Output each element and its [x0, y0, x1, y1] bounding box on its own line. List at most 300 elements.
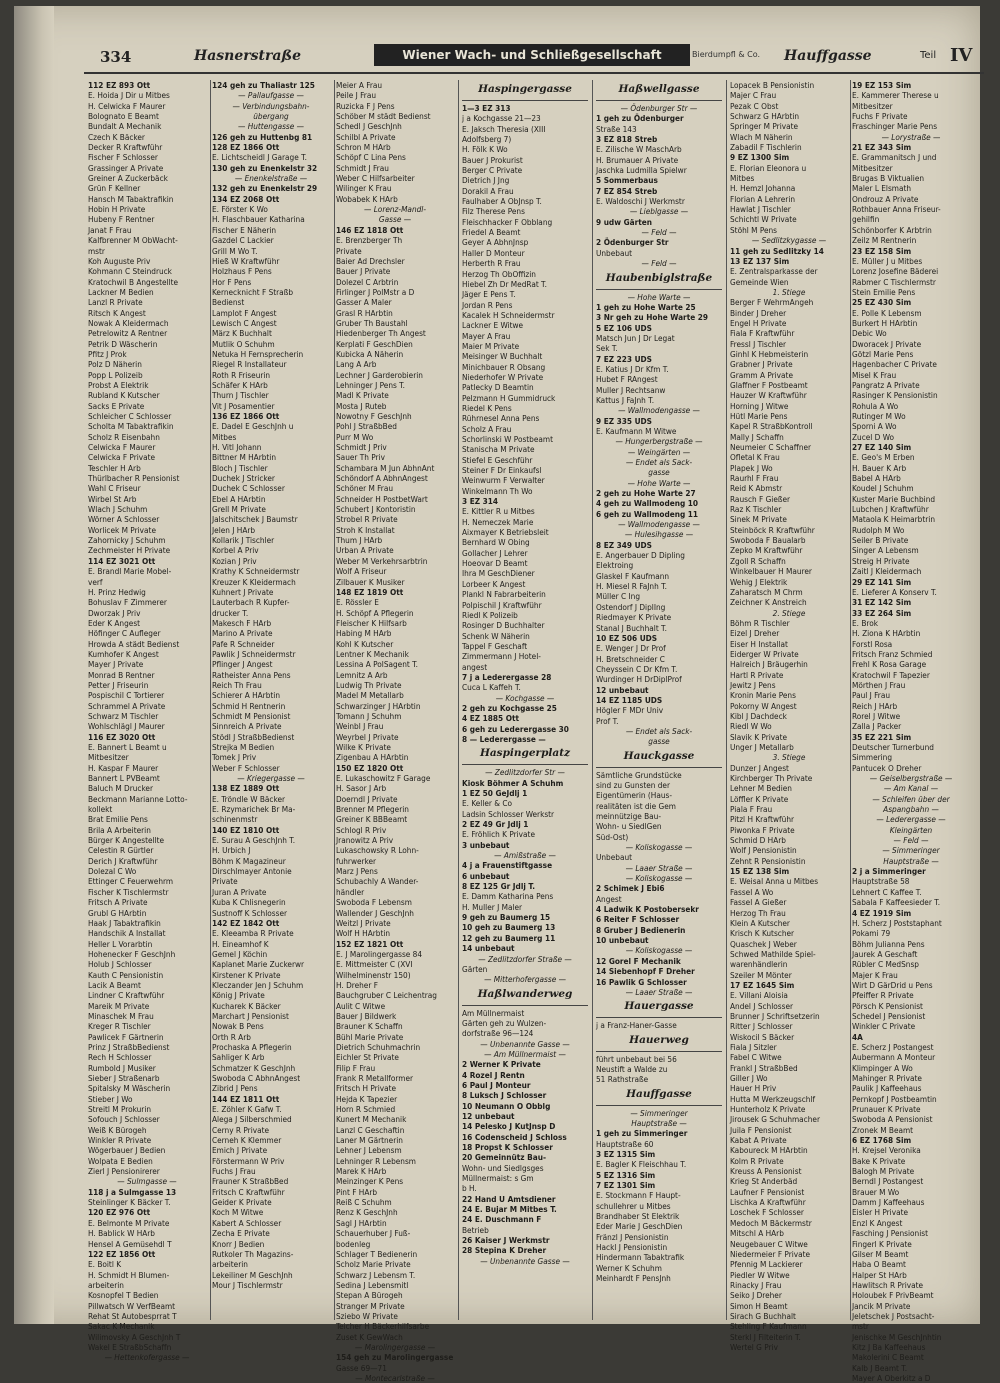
- resident-entry: Reiß C Schuhm: [336, 1197, 392, 1208]
- resident-entry: Elektroing: [596, 560, 634, 571]
- cross-street: Gasse —: [378, 214, 412, 225]
- resident-entry: Zecha E Private: [212, 1228, 270, 1239]
- resident-entry: dorfstraße 96—124: [462, 1028, 534, 1039]
- resident-entry: Weber M Verkehrsarbtrin: [336, 555, 428, 566]
- cross-street: — Hettenkofergasse —: [104, 1352, 190, 1363]
- cross-street: gasse: [648, 736, 670, 747]
- resident-entry: Ihra M GeschDiener: [462, 568, 535, 579]
- resident-entry: Zigenbau A HArbtin: [336, 752, 409, 763]
- resident-entry: Schöber M städt Bedienst: [336, 111, 431, 122]
- resident-entry: Mitbesitzer: [88, 752, 129, 763]
- resident-entry: schullehrer u Mitbes: [596, 1200, 671, 1211]
- cross-street: — Lederergasse —: [876, 814, 946, 825]
- resident-entry: Grün F Kellner: [88, 183, 141, 194]
- resident-entry: E. Keller & Co: [462, 798, 513, 809]
- directory-page: [14, 6, 980, 1383]
- resident-entry: Rutkoler Th Magazins-: [212, 1248, 294, 1259]
- resident-entry: Böhm K Magazineur: [212, 855, 286, 866]
- cross-street: — Endet als Sack-: [625, 457, 693, 467]
- resident-entry: Stroh K Installat: [336, 524, 395, 535]
- resident-entry: Bohuslav F Zimmerer: [88, 597, 167, 608]
- resident-entry: Horn R Schmied: [336, 1104, 396, 1115]
- resident-entry: Mosta J Ruteb: [336, 400, 387, 411]
- resident-entry: Renz K GeschJnh: [336, 1207, 398, 1218]
- house-number-entry: 14 Siebenhopf F Dreher: [596, 966, 695, 977]
- resident-entry: H. Krejsel Veronika: [852, 1145, 921, 1156]
- advertisement-sub: Bierdumpfl & Co.: [692, 50, 761, 59]
- resident-entry: Weyrbel J Private: [336, 731, 399, 742]
- resident-entry: Dolezel C Arbtrin: [336, 276, 399, 287]
- resident-entry: Brauer M Wo: [852, 1186, 900, 1197]
- part-number: IV: [950, 45, 973, 66]
- resident-entry: Kunert M Mechanik: [336, 1114, 407, 1125]
- house-number-entry: 10 Neumann O Obblg: [462, 1100, 551, 1111]
- cross-street: Hauptstraße —: [631, 1117, 687, 1128]
- resident-entry: E. Surau A GeschJnh T.: [212, 835, 296, 846]
- resident-entry: kollekt: [88, 804, 113, 815]
- resident-entry: E. Kittler R u Mitbes: [462, 506, 535, 517]
- resident-entry: Sämtliche Grundstücke: [596, 769, 682, 780]
- resident-entry: Weinwurm F Verwalter: [462, 475, 545, 486]
- house-number-entry: 14 EZ 1185 UDS: [596, 694, 663, 705]
- house-number-entry: 122 EZ 1856 Ott: [88, 1248, 156, 1259]
- resident-entry: Lischka A Kraftwführ: [730, 1197, 806, 1208]
- resident-entry: Pawlicek F Gärtnerin: [88, 1031, 164, 1042]
- resident-entry: Alega J Silberschmied: [212, 1114, 292, 1125]
- resident-entry: Jeletschek J Postsacht-: [852, 1310, 935, 1321]
- resident-entry: Frankl J StraßbBed: [730, 1062, 798, 1073]
- resident-entry: Lechner J Garderobierin: [336, 369, 423, 380]
- resident-entry: Hawlat J Tischler: [730, 204, 791, 215]
- resident-entry: Schubert J Kontoristin: [336, 504, 416, 515]
- resident-entry: Cerny R Private: [212, 1124, 270, 1135]
- resident-entry: Hieß W Kraftwführ: [212, 255, 280, 266]
- cross-street: — Lorystraße —: [881, 131, 941, 142]
- house-number-entry: 25 EZ 430 Sim: [852, 297, 912, 308]
- resident-entry: Müller C Ing: [596, 591, 641, 602]
- resident-entry: Bloch J Tischler: [212, 462, 268, 473]
- cross-street: 3. Stiege: [772, 752, 806, 763]
- resident-entry: Greiner K BBBeamt: [336, 814, 408, 825]
- resident-entry: Gemel J Köchin: [212, 948, 268, 959]
- house-number-entry: 2 Ödenburger Str: [596, 237, 669, 248]
- resident-entry: Straße 143: [596, 123, 637, 134]
- resident-entry: Kratochwil B Angestellte: [88, 276, 179, 287]
- resident-entry: Neugebauer C Witwe: [730, 1238, 808, 1249]
- resident-entry: Balogh M Private: [852, 1166, 915, 1177]
- resident-entry: Glaffner F Postbeamt: [730, 379, 808, 390]
- resident-entry: Kibl J Dachdeck: [730, 710, 787, 721]
- resident-entry: Janat F Frau: [88, 224, 132, 235]
- cross-street: — Sedlitzkygasse —: [751, 235, 827, 246]
- resident-entry: Sinek M Private: [730, 514, 787, 525]
- resident-entry: Ritsch K Angest: [88, 307, 146, 318]
- resident-entry: Fritsch A Private: [88, 897, 148, 908]
- resident-entry: Wolf H HArbtin: [336, 928, 391, 939]
- resident-entry: Mörthen J Frau: [852, 679, 906, 690]
- resident-entry: Berger F WehrmAngeh: [730, 297, 814, 308]
- resident-entry: Bauer J Prokurist: [462, 154, 523, 165]
- resident-entry: Swoboda F Baualarb: [730, 535, 806, 546]
- resident-entry: Private: [212, 876, 238, 887]
- directory-column-5: [596, 80, 722, 1283]
- resident-entry: E. Kaufmann M Witwe: [596, 425, 677, 436]
- cross-street: übergang: [253, 111, 289, 122]
- resident-entry: Wilimovsky A GeschJnh T: [88, 1331, 181, 1342]
- resident-entry: Stanal J Buchhalt T.: [596, 622, 667, 633]
- house-number-entry: 2 Werner K Private: [462, 1059, 541, 1070]
- resident-entry: Kohmann C Steindruck: [88, 266, 172, 277]
- resident-entry: warenhändlerin: [730, 959, 788, 970]
- resident-entry: Sagl J HArbtin: [336, 1217, 387, 1228]
- house-number-entry: 3 EZ 818 Streb: [596, 134, 658, 145]
- house-number-entry: 3 Nr geh zu Hohe Warte 29: [596, 312, 709, 323]
- resident-entry: Mour J Tischlermstr: [212, 1279, 283, 1290]
- resident-entry: Kaplanet Marie Zuckerwr: [212, 959, 305, 970]
- resident-entry: H. Schöpf A Pflegerin: [336, 607, 414, 618]
- resident-entry: Kratochwil F Tapezier: [852, 669, 930, 680]
- resident-entry: Fraschinger Marie Pens: [852, 121, 938, 132]
- resident-entry: Szeiler M Mönter: [730, 969, 792, 980]
- resident-entry: j a Kochgasse 21—23: [462, 113, 541, 124]
- resident-entry: Holub J Schlosser: [88, 959, 152, 970]
- resident-entry: Weinbl J Frau: [336, 721, 384, 732]
- resident-entry: Hansch M Tabaktrafikin: [88, 193, 174, 204]
- resident-entry: Meier A Frau: [336, 80, 383, 90]
- resident-entry: Zierl J Pensionirerer: [88, 1166, 160, 1177]
- resident-entry: E. Kammerer Therese u: [852, 90, 939, 101]
- resident-entry: Stieber J Wo: [88, 1093, 133, 1104]
- resident-entry: Strejka M Bedien: [212, 742, 275, 752]
- resident-entry: Loschek F Schlosser: [730, 1207, 804, 1218]
- resident-entry: Haller D Monteur: [462, 247, 525, 258]
- resident-entry: Cheyssein C Dr Kfm T.: [596, 663, 678, 674]
- house-number-entry: 8 Gruber J Bedienerin: [596, 924, 686, 935]
- resident-entry: Bolognato E Beamt: [88, 111, 159, 122]
- resident-entry: Juran A Private: [212, 886, 267, 897]
- resident-entry: Stein Emilie Pens: [852, 286, 916, 297]
- cross-street: — Feld —: [893, 835, 929, 846]
- resident-entry: Klein A Kutscher: [730, 917, 790, 928]
- resident-entry: Gollacher J Lehrer: [462, 547, 528, 558]
- resident-entry: Kreuss A Pensionist: [730, 1166, 802, 1177]
- resident-entry: Jäger E Pens T.: [462, 289, 516, 300]
- cross-street: — Marolingergasse —: [354, 1341, 436, 1352]
- house-number-entry: 1 geh zu Simmeringer: [596, 1128, 688, 1139]
- resident-entry: Rorel J Witwe: [852, 710, 901, 721]
- resident-entry: Zeichner K Anstreich: [730, 597, 807, 608]
- resident-entry: Steinböck R Kraftwführ: [730, 524, 815, 535]
- resident-entry: b H.: [462, 1183, 477, 1194]
- resident-entry: Kuster Marie Buchbind: [852, 493, 936, 504]
- resident-entry: Sporni A Wo: [852, 421, 897, 432]
- resident-entry: Eizel J Dreher: [730, 628, 780, 639]
- resident-entry: Pint F HArb: [336, 1186, 378, 1197]
- cross-street: — Ödenburger Str —: [620, 103, 698, 113]
- resident-entry: Fischer F Schlosser: [88, 152, 158, 163]
- resident-entry: Jenischke M GeschJnhtin: [852, 1331, 942, 1342]
- resident-entry: Mataola K Heimarbtrin: [852, 514, 935, 525]
- resident-entry: Scholta M Tabaktrafikin: [88, 421, 174, 432]
- resident-entry: E. Boitl K: [88, 1259, 122, 1270]
- resident-entry: Celestin R Gürtler: [88, 845, 154, 856]
- house-number-entry: 31 EZ 142 Sim: [852, 597, 912, 608]
- house-number-entry: 116 EZ 3020 Ott: [88, 731, 156, 742]
- resident-entry: Geyer A AbhnJnsp: [462, 237, 529, 248]
- resident-entry: Hindermann Tabaktrafik: [596, 1252, 685, 1263]
- resident-entry: Schwarz G HArbtin: [730, 111, 800, 122]
- resident-entry: Halper St HArb: [852, 1269, 907, 1280]
- resident-entry: Eigentümerin (Haus-: [596, 790, 673, 801]
- resident-entry: Hensel A Gemüsehdl T: [88, 1238, 172, 1249]
- resident-entry: Purr M Wo: [336, 431, 374, 442]
- resident-entry: Makesch F HArb: [212, 617, 272, 628]
- resident-entry: Vit J Posamentier: [212, 400, 275, 411]
- resident-entry: Herzog Th Frau: [730, 907, 786, 918]
- resident-entry: H. Dreher F: [336, 979, 378, 990]
- resident-entry: Fuchs J Frau: [212, 1166, 256, 1177]
- resident-entry: Dietrich Schuhmachrin: [336, 1041, 421, 1052]
- cross-street: — Zedlitzdorfer Straße —: [478, 953, 572, 964]
- resident-entry: H. Brumauer A Private: [596, 154, 679, 165]
- resident-entry: Sakac K Mechanik: [88, 1321, 155, 1332]
- house-number-entry: 1 geh zu Ödenburger: [596, 113, 684, 124]
- cross-street: — Weingärten —: [627, 446, 691, 457]
- resident-entry: E. Florian Eleonora u: [730, 162, 807, 173]
- resident-entry: Geider K Private: [212, 1197, 272, 1208]
- house-number-entry: 16 Codenscheid J Schloss: [462, 1131, 567, 1142]
- resident-entry: Wehig J Elektrik: [730, 576, 788, 587]
- cross-street: 1. Stiege: [772, 286, 806, 297]
- resident-entry: E. Polle K Lebensm: [852, 307, 922, 318]
- resident-entry: Paul J Frau: [852, 690, 891, 701]
- resident-entry: Lessina A PolSagent T.: [336, 659, 418, 670]
- resident-entry: Pohl J StraßbBed: [336, 421, 397, 432]
- resident-entry: Riedel K Pens: [462, 402, 512, 413]
- resident-entry: Slavik K Private: [730, 731, 788, 742]
- resident-entry: Frauner K StraßbBed: [212, 1176, 289, 1187]
- resident-entry: Lopacek B Pensionistin: [730, 80, 815, 90]
- resident-entry: Raurhl F Frau: [730, 473, 779, 484]
- resident-entry: Hawlitsch R Private: [852, 1279, 924, 1290]
- resident-entry: Kosnopfel T Bedien: [88, 1290, 159, 1301]
- resident-entry: Rehat St Autobesprrat T: [88, 1310, 177, 1321]
- resident-entry: Bake K Private: [852, 1155, 906, 1166]
- resident-entry: Schleicher C Schlosser: [88, 411, 172, 421]
- resident-entry: Meinzinger K Pens: [336, 1176, 404, 1187]
- resident-entry: Schöpf C Lina Pens: [336, 152, 406, 163]
- resident-entry: Brauner K Schaffn: [336, 1021, 403, 1032]
- house-number-entry: 2 EZ 49 Gr Jdlj 1: [462, 819, 529, 830]
- resident-entry: Petter J Friseurin: [88, 679, 149, 690]
- resident-entry: Am Müllnermaist: [462, 1007, 525, 1018]
- resident-entry: Swoboda C AbhnAngest: [212, 1073, 301, 1083]
- resident-entry: E. Waldoschi J Werkmstr: [596, 196, 685, 207]
- resident-entry: Winkelbauer H Maurer: [730, 566, 812, 577]
- resident-entry: Kolm R Private: [730, 1155, 784, 1166]
- resident-entry: Dunzer J Angest: [730, 762, 789, 773]
- resident-entry: Handschik A Installat: [88, 928, 166, 939]
- house-number-entry: 1—3 EZ 313: [462, 103, 511, 113]
- cross-street: — Mitterhofergasse —: [484, 974, 566, 985]
- resident-entry: Zaharatsch M Chrm: [730, 586, 803, 597]
- resident-entry: Rührnesel Anna Pens: [462, 413, 540, 424]
- resident-entry: Bauer J Private: [336, 266, 391, 277]
- resident-entry: arbeiterin: [88, 1279, 124, 1290]
- resident-entry: Rabmer C Tischlermstr: [852, 276, 936, 287]
- resident-entry: Debic Wo: [852, 328, 887, 339]
- resident-entry: Baluch M Drucker: [88, 783, 153, 794]
- resident-entry: Bundalt A Mechanik: [88, 121, 162, 132]
- house-number-entry: 136 EZ 1866 Ott: [212, 411, 280, 421]
- resident-entry: gehilfin: [852, 214, 880, 225]
- resident-entry: Schron M HArb: [336, 142, 391, 153]
- resident-entry: Kitz J Ba Kaffeehaus: [852, 1341, 926, 1352]
- resident-entry: Hohenecker F GeschJnh: [88, 948, 176, 959]
- resident-entry: Zepko M Kraftwführ: [730, 545, 803, 556]
- resident-entry: Lehninger J Pens T.: [336, 379, 406, 390]
- resident-entry: Jancik M Private: [852, 1300, 911, 1311]
- house-number-entry: 29 EZ 141 Sim: [852, 576, 912, 587]
- cross-street: — Koliskogasse —: [625, 873, 693, 884]
- resident-entry: Hejda K Tapezier: [336, 1093, 398, 1104]
- resident-entry: Monrad B Rentner: [88, 669, 155, 680]
- resident-entry: Horning J Witwe: [730, 400, 789, 411]
- resident-entry: März K Buchhalt: [212, 328, 272, 339]
- resident-entry: Ginhl K Hebmeisterin: [730, 348, 809, 359]
- resident-entry: Hauzer W Kraftwführ: [730, 390, 807, 401]
- resident-entry: Löffler K Private: [730, 793, 789, 804]
- house-number-entry: 24 E. Duschmann F: [462, 1214, 542, 1225]
- resident-entry: Hagenbacher C Private: [852, 359, 937, 370]
- resident-entry: E. Lichtscheidl J Garage T.: [212, 152, 307, 163]
- resident-entry: Streig H Private: [852, 555, 910, 566]
- resident-entry: Kabat A Private: [730, 1135, 787, 1146]
- resident-entry: Pörsch K Pensionist: [852, 1000, 923, 1011]
- resident-entry: Mayer J Private: [88, 659, 144, 670]
- resident-entry: Fiala J Sitzler: [730, 1041, 777, 1052]
- resident-entry: Polz D Näherin: [88, 359, 142, 370]
- resident-entry: Gemeinde Wien: [730, 276, 789, 287]
- resident-entry: Betrieb: [462, 1224, 489, 1235]
- resident-entry: Lentner K Mechanik: [336, 648, 409, 659]
- resident-entry: Sieber J Straßenarb: [88, 1073, 160, 1083]
- resident-entry: Celwicka F Private: [88, 452, 156, 463]
- resident-entry: E. Bannert L Beamt u: [88, 742, 167, 752]
- resident-entry: Pospischil C Tortierer: [88, 690, 165, 701]
- house-number-entry: 3 EZ 314: [462, 496, 499, 507]
- resident-entry: Koch M Witwe: [212, 1207, 264, 1218]
- resident-entry: H. Muller J Maler: [462, 901, 523, 912]
- resident-entry: Krisch K Kutscher: [730, 928, 795, 939]
- resident-entry: Ludwig Th Private: [336, 679, 402, 690]
- resident-entry: E. Villani Aloisia: [730, 990, 788, 1001]
- house-number-entry: 4 EZ 1919 Sim: [852, 907, 912, 918]
- resident-entry: Kirstener K Private: [212, 969, 281, 980]
- resident-entry: Sterkl J Filteiterin T.: [730, 1331, 801, 1342]
- resident-entry: Frehl K Rosa Garage: [852, 659, 927, 670]
- resident-entry: Aixmayer K Betriebsleit: [462, 527, 549, 538]
- column-divider: [334, 80, 335, 1320]
- resident-entry: Haak J Tabaktrafikin: [88, 917, 161, 928]
- resident-entry: Lemnitz A Arb: [336, 669, 388, 680]
- resident-entry: Schmid H Rentnerin: [212, 700, 286, 711]
- resident-entry: Zeilz M Rentnerin: [852, 235, 917, 246]
- resident-entry: H. Kaspar F Maurer: [88, 762, 159, 773]
- resident-entry: Tomek J Priv: [212, 752, 257, 763]
- resident-entry: Sirach G Buchhalt: [730, 1310, 796, 1321]
- street-heading: Hauffgasse: [596, 1085, 722, 1106]
- resident-entry: Bittner M HArbtin: [212, 452, 277, 463]
- resident-entry: Schierer A HArbtin: [212, 690, 280, 701]
- resident-entry: Mitbesitzer: [852, 162, 893, 173]
- resident-entry: Zibrid J Pens: [212, 1083, 258, 1094]
- resident-entry: Krieg St Anderbäd: [730, 1176, 798, 1187]
- house-number-entry: 114 EZ 3021 Ott: [88, 555, 156, 566]
- resident-entry: E. Dadel E GeschJnh u: [212, 421, 294, 432]
- street-heading: Haubenbiglstraße: [596, 269, 722, 290]
- resident-entry: Hor F Pens: [212, 276, 252, 287]
- resident-entry: Marz J Pens: [336, 866, 378, 877]
- resident-entry: Sauer Th Priv: [336, 452, 385, 463]
- resident-entry: Dworacek J Private: [852, 338, 922, 349]
- resident-entry: realitäten ist die Gem: [596, 800, 676, 811]
- resident-entry: E. Wenger J Dr Prof: [596, 643, 666, 654]
- resident-entry: Nowak B Pens: [212, 1021, 264, 1032]
- house-number-entry: 7 EZ 223 UDS: [596, 353, 652, 364]
- cross-street: — Unbenannte Gasse —: [480, 1038, 570, 1049]
- resident-entry: Forstl Rosa: [852, 638, 893, 649]
- resident-entry: Gazdel C Lackier: [212, 235, 274, 246]
- resident-entry: Schrammel A Private: [88, 700, 166, 711]
- resident-entry: Fleischhacker F Obblang: [462, 216, 553, 227]
- resident-entry: Probst A Elektrik: [88, 379, 149, 390]
- resident-entry: Schmatzer K GeschJnh: [212, 1062, 296, 1073]
- resident-entry: Marek K HArb: [336, 1166, 387, 1177]
- resident-entry: Hiebel Zh Dr MedRat T.: [462, 278, 547, 289]
- resident-entry: Pantucek O Dreher: [852, 762, 922, 773]
- resident-entry: Hackl J Pensionistin: [596, 1242, 668, 1253]
- resident-entry: Schorlinski W Postbeamt: [462, 434, 553, 444]
- resident-entry: Lacik A Beamt: [88, 979, 141, 990]
- house-number-entry: 27 EZ 140 Sim: [852, 442, 912, 453]
- resident-entry: Mitbes: [212, 431, 237, 442]
- directory-column-2: [212, 80, 330, 1290]
- resident-entry: Marino A Private: [212, 628, 273, 639]
- resident-entry: Prunauer K Private: [852, 1104, 921, 1115]
- resident-entry: Prinz J StraßbBedienst: [88, 1041, 170, 1052]
- house-number-entry: 6 geh zu Wallmodeng 11: [596, 508, 699, 519]
- resident-entry: Fischer E Näherin: [212, 224, 277, 235]
- resident-entry: Riedl W Wo: [730, 721, 772, 732]
- resident-entry: Bühl Marie Private: [336, 1031, 404, 1042]
- column-divider: [726, 80, 727, 1320]
- resident-entry: Frank R Metallformer: [336, 1073, 414, 1083]
- cross-street: — Hungerbergstraße —: [615, 436, 703, 447]
- resident-entry: Schmidt J Priv: [336, 442, 387, 453]
- house-number-entry: 5 EZ 1316 Sim: [596, 1169, 656, 1180]
- resident-entry: Höfinger C Aufleger: [88, 628, 161, 639]
- resident-entry: Teicher H Bäckerhilfsarbe: [336, 1321, 430, 1332]
- resident-entry: Pfeiffer R Private: [852, 990, 914, 1001]
- resident-entry: Schmidt J Frau: [336, 162, 389, 173]
- resident-entry: Winkler C Private: [852, 1021, 916, 1032]
- resident-entry: Dworzak J Priv: [88, 607, 141, 618]
- cross-street: — Unbenannte Gasse —: [480, 1255, 570, 1266]
- advertisement-banner: Wiener Wach- und Schließgesellschaft: [374, 44, 690, 66]
- cross-street: — Verbindungsbahn-: [232, 100, 310, 111]
- resident-entry: Schmid D HArb: [730, 835, 786, 846]
